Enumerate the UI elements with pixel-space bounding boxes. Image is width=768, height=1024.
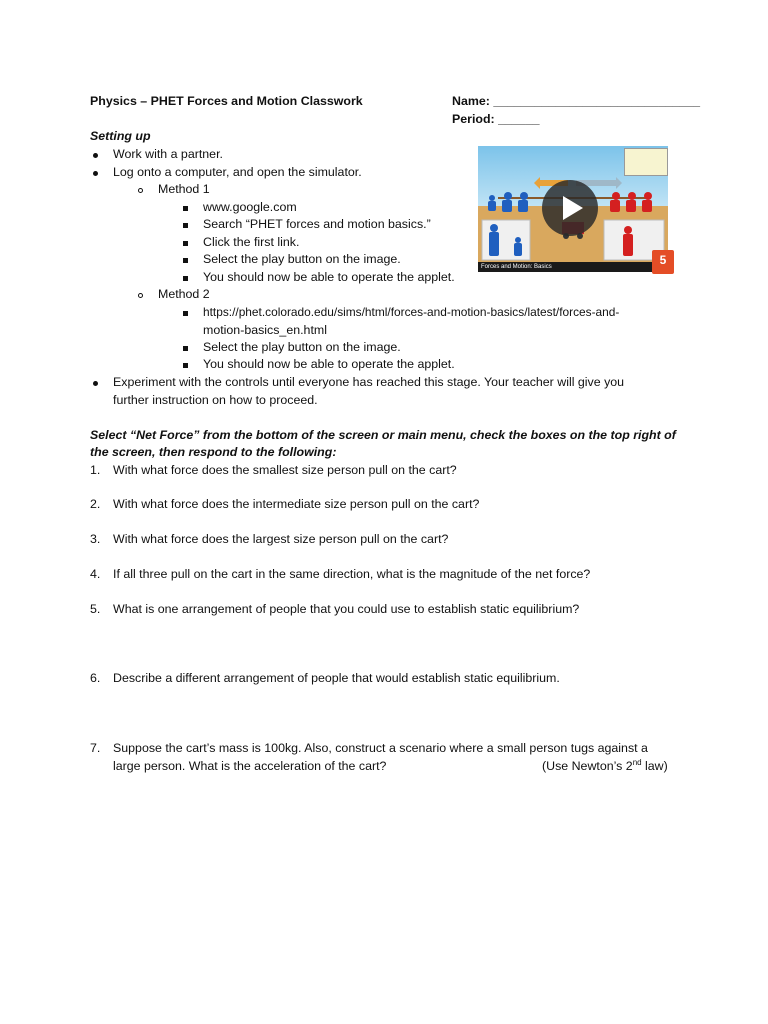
method-step: Select the play button on the image. bbox=[203, 340, 401, 354]
newton-law-hint: (Use Newton’s 2nd law) bbox=[542, 757, 668, 773]
sub-bullet-square bbox=[183, 206, 188, 211]
sub-bullet-square bbox=[183, 258, 188, 263]
bullet-dot bbox=[93, 153, 98, 158]
question-number: 6. bbox=[90, 671, 101, 685]
method-step: You should now be able to operate the applet. bbox=[203, 357, 455, 371]
question-number: 4. bbox=[90, 567, 101, 581]
instruction-bullet: Work with a partner. bbox=[113, 147, 223, 161]
method-step: Select the play button on the image. bbox=[203, 252, 401, 266]
method1-label: Method 1 bbox=[158, 182, 210, 196]
bullet-dot bbox=[93, 171, 98, 176]
method2-label: Method 2 bbox=[158, 287, 210, 301]
method-step: www.google.com bbox=[203, 200, 297, 214]
instructions-line: Select “Net Force” from the bottom of the screen or main menu, check the boxes on the top right of bbox=[90, 428, 676, 442]
instruction-bullet: Log onto a computer, and open the simulator. bbox=[113, 165, 362, 179]
bullet-dot bbox=[93, 381, 98, 386]
method-step: You should now be able to operate the applet. bbox=[203, 270, 455, 284]
question-text: With what force does the largest size person pull on the cart? bbox=[113, 532, 449, 546]
question-text: With what force does the intermediate size person pull on the cart? bbox=[113, 497, 480, 511]
question-text: Describe a different arrangement of people that would establish static equilibrium. bbox=[113, 671, 560, 685]
question-number: 5. bbox=[90, 602, 101, 616]
setting-up-heading: Setting up bbox=[90, 129, 151, 143]
sim-control-checkboxes bbox=[624, 148, 668, 176]
question-text: What is one arrangement of people that you could use to establish static equilibrium? bbox=[113, 602, 580, 616]
sub-bullet-square bbox=[183, 241, 188, 246]
play-icon bbox=[563, 196, 583, 220]
question-text: Suppose the cart’s mass is 100kg. Also, construct a scenario where a small person tugs against a bbox=[113, 741, 648, 755]
question-number: 1. bbox=[90, 463, 101, 477]
question-number: 3. bbox=[90, 532, 101, 546]
sub-bullet-square bbox=[183, 311, 188, 316]
sub-bullet-square bbox=[183, 363, 188, 368]
method-step: Click the first link. bbox=[203, 235, 300, 249]
instruction-bullet: Experiment with the controls until everyone has reached this stage. Your teacher will give you bbox=[113, 375, 625, 389]
simulator-url: https://phet.colorado.edu/sims/html/forces-and-motion-basics/latest/forces-and- bbox=[203, 305, 620, 319]
sub-bullet-square bbox=[183, 346, 188, 351]
question-text: With what force does the smallest size person pull on the cart? bbox=[113, 463, 457, 477]
question-text-continued: large person. What is the acceleration of the cart? bbox=[113, 759, 387, 773]
question-text: If all three pull on the cart in the same direction, what is the magnitude of the net force? bbox=[113, 567, 591, 581]
method-step: Search “PHET forces and motion basics.” bbox=[203, 217, 431, 231]
instruction-bullet-continued: further instruction on how to proceed. bbox=[113, 393, 318, 407]
period-field-label: Period: ______ bbox=[452, 112, 540, 126]
sub-bullet-square bbox=[183, 223, 188, 228]
worksheet-title: Physics – PHET Forces and Motion Classwork bbox=[90, 94, 363, 108]
question-number: 7. bbox=[90, 741, 101, 755]
sub-bullet-circle bbox=[138, 293, 143, 298]
name-field-label: Name: ______________________________ bbox=[452, 94, 701, 108]
simulator-thumbnail-image[interactable] bbox=[478, 146, 668, 272]
simulator-url-continued: motion-basics_en.html bbox=[203, 323, 327, 337]
html5-badge-icon: 5 bbox=[652, 250, 674, 274]
sim-navbar-label: Forces and Motion: Basics bbox=[481, 264, 552, 270]
sub-bullet-circle bbox=[138, 188, 143, 193]
instructions-line-continued: the screen, then respond to the following: bbox=[90, 445, 337, 459]
sub-bullet-square bbox=[183, 276, 188, 281]
question-number: 2. bbox=[90, 497, 101, 511]
